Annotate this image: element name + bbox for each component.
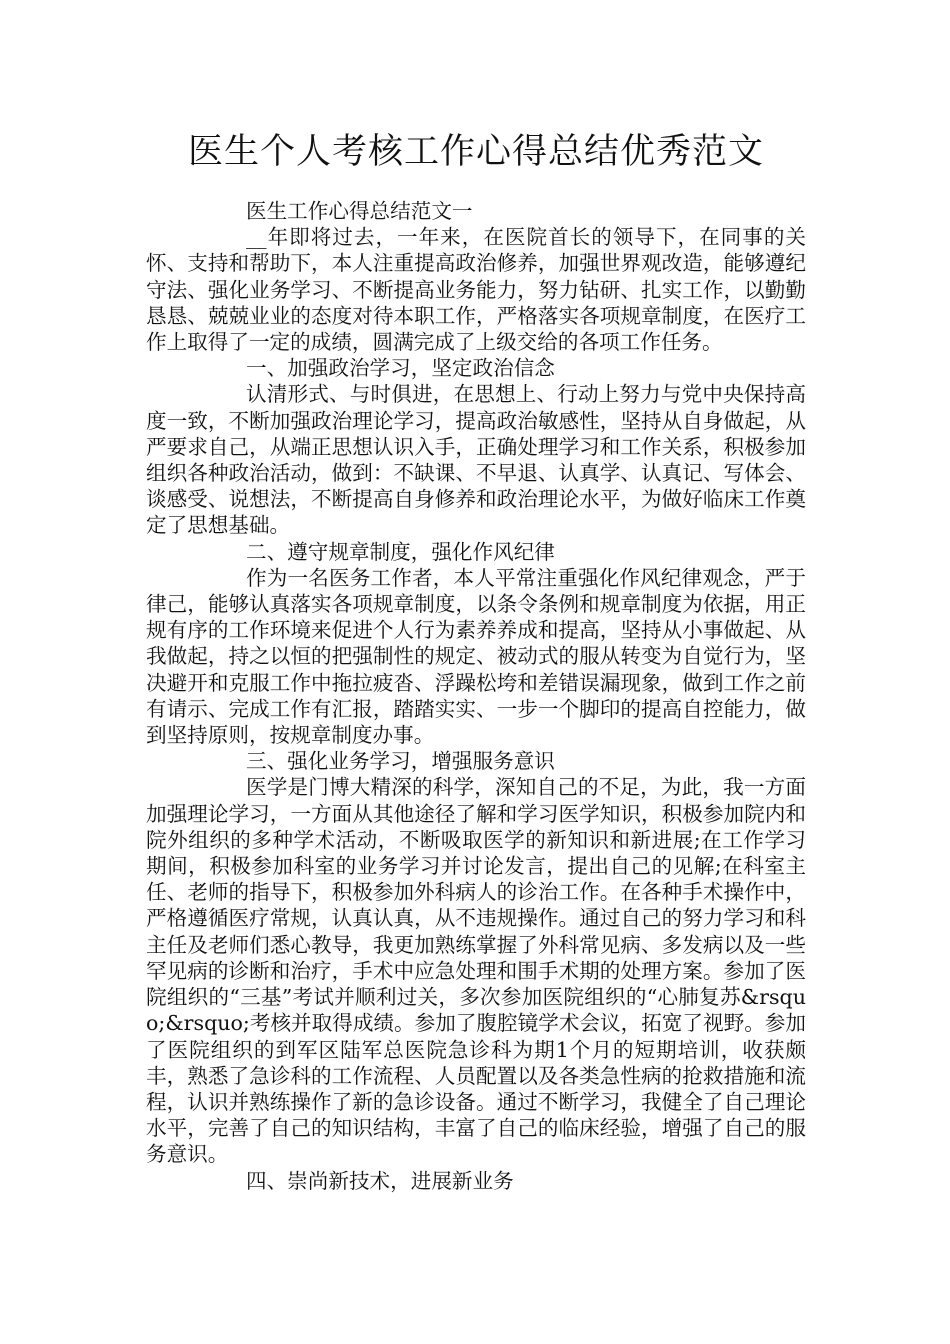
section-paragraph-1: 认清形式、与时俱进，在思想上、行动上努力与党中央保持高度一致，不断加强政治理论学习，提高政治敏感性，坚持从自身做起，从严要求自己，从端正思想认识入手，正确处理学习和工作关系，积极参加组织各种政治活动，做到：不缺课、不早退、认真学、认真记、写体会、谈感受、说想法，不断提高自身修养和政治理论水平，为做好临床工作奠定了思想基础。 xyxy=(146,382,806,538)
section-heading-1: 一、加强政治学习，坚定政治信念 xyxy=(246,356,555,381)
section-paragraph-2: 作为一名医务工作者，本人平常注重强化作风纪律观念，严于律己，能够认真落实各项规章制度，以条令条例和规章制度为依据，用正规有序的工作环境来促进个人行为素养养成和提高，坚持从小事做起、从我做起，持之以恒的把强制性的规定、被动式的服从转变为自觉行为，坚决避开和克服工作中拖拉疲沓、浮躁松垮和差错误漏现象，做到工作之前有请示、完成工作有汇报，踏踏实实、一步一个脚印的提高自控能力，做到坚持原则，按规章制度办事。 xyxy=(146,565,806,748)
intro-paragraph: __年即将过去，一年来，在医院首长的领导下，在同事的关怀、支持和帮助下，本人注重提高政治修养，加强世界观改造，能够遵纪守法、强化业务学习、不断提高业务能力，努力钻研、扎实工作，以勤勤恳恳、兢兢业业的态度对待本职工作，严格落实各项规章制度，在医疗工作上取得了一定的成绩，圆满完成了上级交给的各项工作任务。 xyxy=(146,225,806,355)
document-body xyxy=(146,198,806,1194)
section-heading-4: 四、崇尚新技术，进展新业务 xyxy=(246,1168,514,1193)
section-heading-3: 三、强化业务学习，增强服务意识 xyxy=(246,749,555,774)
document-title: 医生个人考核工作心得总结优秀范文 xyxy=(187,132,764,172)
section-paragraph-3: 医学是门博大精深的科学，深知自己的不足，为此，我一方面加强理论学习，一方面从其他途径了解和学习医学知识，积极参加院内和院外组织的多种学术活动，不断吸取医学的新知识和新进展;在工作学习期间，积极参加科室的业务学习并讨论发言，提出自己的见解;在科室主任、老师的指导下，积极参加外科病人的诊治工作。在各种手术操作中，严格遵循医疗常规，认真认真，从不违规操作。通过自己的努力学习和科主任及老师们悉心教导，我更加熟练掌握了外科常见病、多发病以及一些罕见病的诊断和治疗，手术中应急处理和围手术期的处理方案。参加了医院组织的“三基”考试并顺利过关，多次参加医院组织的“心肺复苏&rsquo;&rsquo;考核并取得成绩。参加了腹腔镜学术会议，拓宽了视野。参加了医院组织的到军区陆军总医院急诊科为期1个月的短期培训，收获颇丰，熟悉了急诊科的工作流程、人员配置以及各类急性病的抢救措施和流程，认识并熟练操作了新的急诊设备。通过不断学习，我健全了自己理论水平，完善了自己的知识结构，丰富了自己的临床经验，增强了自己的服务意识。 xyxy=(146,775,806,1167)
document-page xyxy=(146,0,806,1344)
section-heading-2: 二、遵守规章制度，强化作风纪律 xyxy=(246,539,555,564)
subtitle: 医生工作心得总结范文一 xyxy=(246,199,473,223)
